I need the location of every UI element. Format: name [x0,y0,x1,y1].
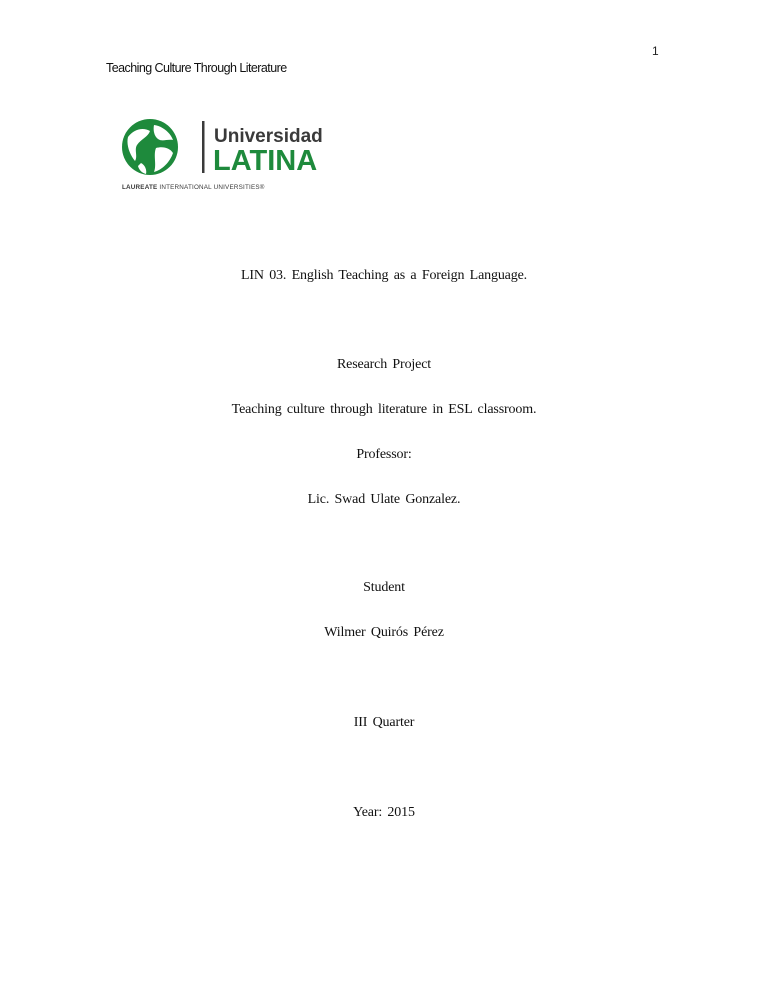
university-logo [110,115,350,197]
logo-line1: Universidad [214,126,323,147]
running-head: Teaching Culture Through Literature [106,61,287,75]
professor-label: Professor: [356,447,412,462]
course-title: LIN 03. English Teaching as a Foreign Language. [240,268,528,283]
project-title: Teaching culture through literature in ESL classroom. [231,402,537,417]
project-label: Research Project [336,357,432,372]
student-label: Student [363,580,405,595]
year: Year: 2015 [353,805,415,820]
logo-tagline [122,183,265,191]
logo-tagline-bold: LAUREATE [122,184,158,191]
logo-line2: LATINA [213,145,318,177]
quarter: III Quarter [353,715,415,730]
professor-name: Lic. Swad Ulate Gonzalez. [307,492,461,507]
logo-tagline-rest: INTERNATIONAL UNIVERSITIES® [157,184,265,191]
student-name: Wilmer Quirós Pérez [324,625,444,640]
logo-divider [202,121,205,173]
page-number: 1 [652,44,659,58]
globe-icon [122,119,178,175]
